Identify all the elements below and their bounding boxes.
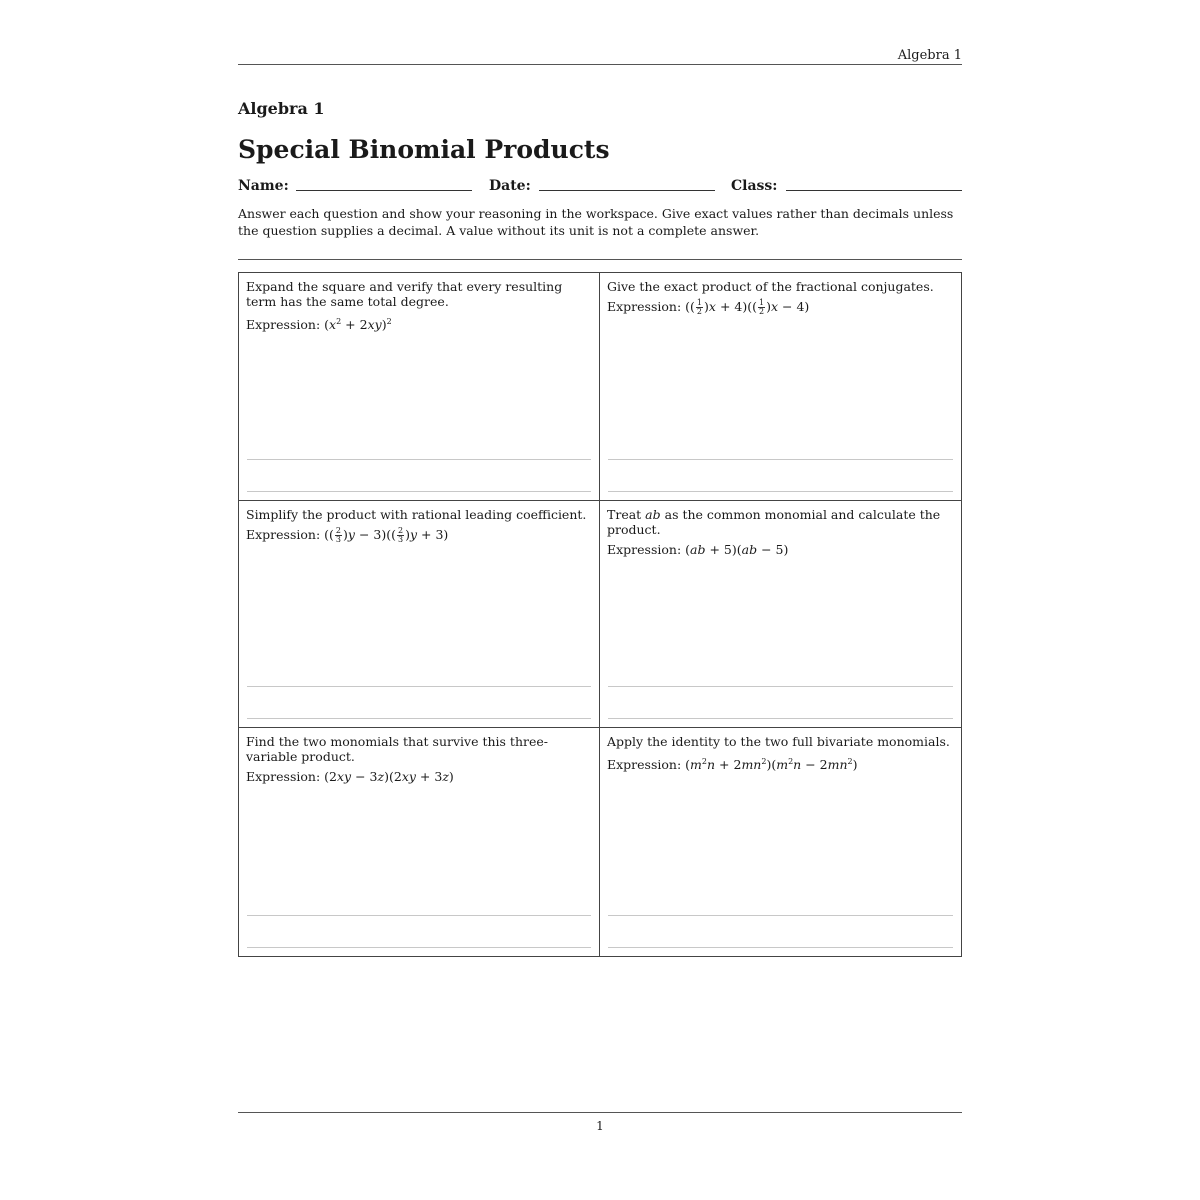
expression-label: Expression: [246, 769, 321, 785]
answer-line[interactable] [608, 491, 953, 492]
expression-math: (2xy − 3z)(2xy + 3z) [324, 769, 454, 785]
answer-line[interactable] [608, 915, 953, 916]
answer-line[interactable] [247, 915, 591, 916]
worksheet-page [238, 0, 962, 1200]
problem-prompt: Give the exact product of the fractional conjugates. [607, 279, 934, 294]
problem-cell [239, 728, 600, 956]
problem-grid [238, 272, 962, 957]
problem-cell [600, 728, 961, 956]
answer-line[interactable] [608, 947, 953, 948]
expression-label: Expression: [607, 541, 682, 557]
problem-expression [607, 754, 953, 773]
expression-math: $(x^2 + 2xy)^2$ [324, 317, 392, 333]
problem-expression [246, 527, 591, 544]
prompt-text: Treat [607, 506, 646, 522]
answer-line[interactable] [247, 718, 591, 719]
page-number: 1 [596, 1119, 604, 1133]
expression-math: (( $\frac{2}{3}$ )y − 3)(( $\frac{2}{3}$ )y + 3) [324, 525, 449, 544]
instructions: Answer each question and show your reasoning in the workspace. Give exact values rather than decimals unless the question supplies a decimal. A value without its unit is not a complete answer. [238, 206, 954, 238]
prompt-math: ab [645, 506, 661, 522]
problem-cell [239, 501, 600, 729]
date-line[interactable] [539, 190, 715, 191]
problem-expression [607, 542, 953, 558]
course-name: Algebra 1 [238, 99, 325, 118]
problem-cell [239, 273, 600, 501]
name-label: Name: [238, 178, 289, 194]
answer-line[interactable] [247, 947, 591, 948]
expression-label: Expression: [246, 317, 321, 333]
problem-prompt: Apply the identity to the two full bivariate monomials. [607, 734, 950, 750]
answer-line[interactable] [608, 459, 953, 460]
class-label: Class: [731, 178, 778, 194]
prompt-text: as the common monomial and calculate the product. [607, 506, 941, 537]
expression-label: Expression: [607, 299, 682, 314]
page-title: Special Binomial Products [238, 135, 610, 164]
expression-label: Expression: [246, 526, 321, 542]
instructions-rule [238, 259, 962, 260]
date-label: Date: [489, 178, 531, 194]
problem-expression [607, 299, 953, 316]
problem-prompt: Expand the square and verify that every resulting term has the same total degree. [246, 279, 563, 309]
header-rule [238, 64, 962, 65]
running-header: Algebra 1 [897, 48, 962, 63]
problem-cell [600, 501, 961, 729]
expression-math: (( $\frac{1}{2}$ )x + 4)(( $\frac{1}{2}$ )x − 4) [685, 298, 810, 316]
footer-rule [238, 1112, 962, 1113]
answer-line[interactable] [247, 459, 591, 460]
problem-expression [246, 769, 591, 785]
expression-label: Expression: [607, 757, 682, 773]
problem-cell [600, 273, 961, 501]
expression-math: (ab + 5)(ab − 5) [685, 541, 789, 557]
problem-expression [246, 314, 591, 333]
answer-line[interactable] [247, 686, 591, 687]
answer-line[interactable] [608, 686, 953, 687]
expression-math: $(m^2n + 2mn^2)(m^2n - 2mn^2)$ [685, 757, 858, 773]
problem-prompt [607, 507, 953, 537]
problem-prompt: Find the two monomials that survive this three-variable product. [246, 734, 548, 765]
name-line[interactable] [296, 190, 472, 191]
answer-line[interactable] [608, 718, 953, 719]
problem-prompt: Simplify the product with rational leading coefficient. [246, 506, 587, 522]
answer-line[interactable] [247, 491, 591, 492]
class-line[interactable] [786, 190, 962, 191]
